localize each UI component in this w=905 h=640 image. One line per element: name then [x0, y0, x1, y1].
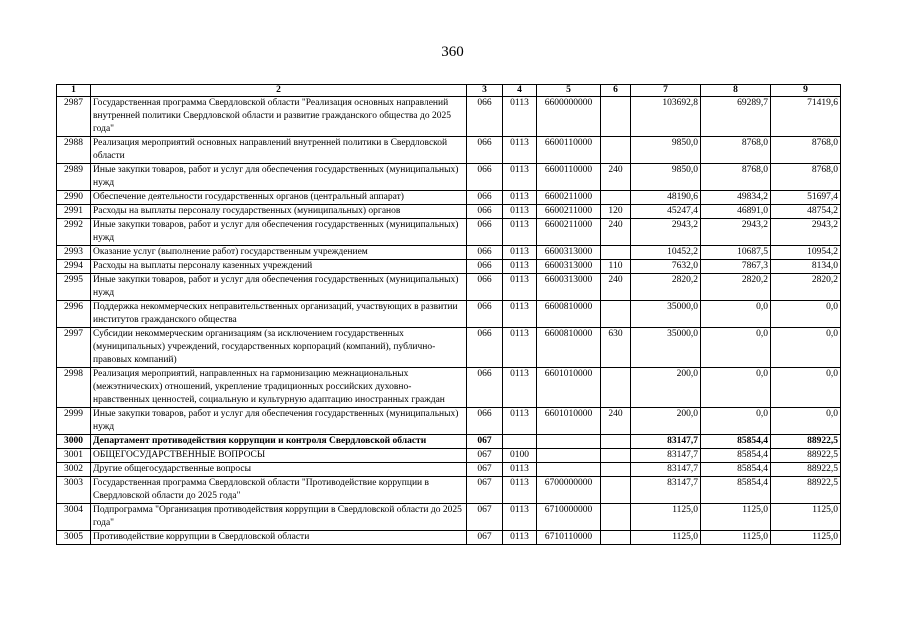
section-code-cell: 0113: [503, 328, 537, 368]
table-row: [57, 504, 841, 531]
expense-type-cell: 240: [601, 274, 631, 301]
amount-year3-cell: 88922,5: [771, 435, 841, 449]
amount-year3-cell: 8134,0: [771, 260, 841, 274]
amount-year1-cell: 7632,0: [631, 260, 701, 274]
table-header-row: [57, 85, 841, 97]
budget-table: [56, 84, 841, 545]
table-row: [57, 463, 841, 477]
column-header: 9: [771, 85, 841, 97]
expense-type-cell: 630: [601, 328, 631, 368]
table-row: [57, 435, 841, 449]
amount-year1-cell: 10452,2: [631, 246, 701, 260]
target-article-cell: 6601010000: [537, 368, 601, 408]
amount-year3-cell: 2820,2: [771, 274, 841, 301]
amount-year3-cell: 0,0: [771, 408, 841, 435]
table-row: [57, 449, 841, 463]
target-article-cell: [537, 463, 601, 477]
table-row: [57, 477, 841, 504]
section-code-cell: 0113: [503, 301, 537, 328]
amount-year3-cell: 71419,6: [771, 97, 841, 137]
expense-type-cell: 240: [601, 219, 631, 246]
amount-year3-cell: 1125,0: [771, 531, 841, 545]
target-article-cell: 6600211000: [537, 219, 601, 246]
amount-year1-cell: 2943,2: [631, 219, 701, 246]
row-number-cell: 2988: [57, 137, 91, 164]
ministry-code-cell: 066: [467, 97, 503, 137]
target-article-cell: [537, 449, 601, 463]
row-number-cell: 3002: [57, 463, 91, 477]
expense-type-cell: [601, 137, 631, 164]
page-number: 360: [441, 44, 464, 60]
amount-year3-cell: 88922,5: [771, 449, 841, 463]
amount-year2-cell: 2943,2: [701, 219, 771, 246]
amount-year3-cell: 88922,5: [771, 463, 841, 477]
section-code-cell: 0113: [503, 97, 537, 137]
section-code-cell: 0113: [503, 408, 537, 435]
section-code-cell: 0113: [503, 191, 537, 205]
row-number-cell: 2998: [57, 368, 91, 408]
target-article-cell: 6600000000: [537, 97, 601, 137]
expense-type-cell: [601, 504, 631, 531]
ministry-code-cell: 067: [467, 449, 503, 463]
amount-year2-cell: 7867,3: [701, 260, 771, 274]
ministry-code-cell: 066: [467, 260, 503, 274]
target-article-cell: 6600211000: [537, 191, 601, 205]
section-code-cell: 0113: [503, 219, 537, 246]
target-article-cell: 6601010000: [537, 408, 601, 435]
target-article-cell: 6710110000: [537, 531, 601, 545]
table-row: [57, 328, 841, 368]
section-code-cell: 0113: [503, 137, 537, 164]
amount-year2-cell: 85854,4: [701, 477, 771, 504]
expense-type-cell: [601, 477, 631, 504]
ministry-code-cell: 066: [467, 368, 503, 408]
section-code-cell: 0113: [503, 531, 537, 545]
column-header: 4: [503, 85, 537, 97]
section-code-cell: 0113: [503, 260, 537, 274]
column-header: 2: [91, 85, 467, 97]
item-name-cell: Субсидии некоммерческим организациям (за исключением государственных (муниципальных) учреждений, государственных корпораций (компаний), публично-правовых компаний): [91, 328, 467, 368]
section-code-cell: 0113: [503, 246, 537, 260]
item-name-cell: Реализация мероприятий, направленных на гармонизацию межнациональных (межэтнических) отношений, укрепление традиционных российских духовно-нравственных ценностей, социальную и культурную адаптацию иностранных граждан: [91, 368, 467, 408]
amount-year3-cell: 10954,2: [771, 246, 841, 260]
amount-year1-cell: 83147,7: [631, 449, 701, 463]
item-name-cell: Государственная программа Свердловской области "Противодействие коррупции в Свердловской области до 2025 года": [91, 477, 467, 504]
section-code-cell: 0113: [503, 368, 537, 408]
amount-year3-cell: 51697,4: [771, 191, 841, 205]
table-row: [57, 246, 841, 260]
row-number-cell: 2991: [57, 205, 91, 219]
section-code-cell: 0113: [503, 463, 537, 477]
row-number-cell: 2992: [57, 219, 91, 246]
amount-year2-cell: 2820,2: [701, 274, 771, 301]
target-article-cell: 6600313000: [537, 260, 601, 274]
row-number-cell: 2995: [57, 274, 91, 301]
ministry-code-cell: 067: [467, 435, 503, 449]
amount-year2-cell: 85854,4: [701, 463, 771, 477]
amount-year3-cell: 2943,2: [771, 219, 841, 246]
amount-year2-cell: 49834,2: [701, 191, 771, 205]
amount-year1-cell: 200,0: [631, 368, 701, 408]
item-name-cell: Реализация мероприятий основных направлений внутренней политики в Свердловской области: [91, 137, 467, 164]
amount-year3-cell: 48754,2: [771, 205, 841, 219]
section-code-cell: 0113: [503, 164, 537, 191]
row-number-cell: 3003: [57, 477, 91, 504]
section-code-cell: 0113: [503, 504, 537, 531]
column-header: 6: [601, 85, 631, 97]
section-code-cell: 0113: [503, 477, 537, 504]
row-number-cell: 2994: [57, 260, 91, 274]
ministry-code-cell: 067: [467, 531, 503, 545]
amount-year1-cell: 83147,7: [631, 463, 701, 477]
ministry-code-cell: 066: [467, 219, 503, 246]
table-row: [57, 274, 841, 301]
target-article-cell: 6600110000: [537, 164, 601, 191]
table-row: [57, 205, 841, 219]
row-number-cell: 3005: [57, 531, 91, 545]
item-name-cell: Расходы на выплаты персоналу казенных учреждений: [91, 260, 467, 274]
amount-year3-cell: 8768,0: [771, 137, 841, 164]
amount-year1-cell: 9850,0: [631, 137, 701, 164]
ministry-code-cell: 066: [467, 328, 503, 368]
item-name-cell: Иные закупки товаров, работ и услуг для обеспечения государственных (муниципальных) нужд: [91, 408, 467, 435]
table-row: [57, 260, 841, 274]
amount-year2-cell: 1125,0: [701, 531, 771, 545]
item-name-cell: Иные закупки товаров, работ и услуг для обеспечения государственных (муниципальных) нужд: [91, 164, 467, 191]
target-article-cell: [537, 435, 601, 449]
column-header: 1: [57, 85, 91, 97]
amount-year3-cell: 88922,5: [771, 477, 841, 504]
ministry-code-cell: 066: [467, 301, 503, 328]
table-row: [57, 301, 841, 328]
item-name-cell: Оказание услуг (выполнение работ) государственным учреждением: [91, 246, 467, 260]
target-article-cell: 6600810000: [537, 301, 601, 328]
section-code-cell: 0113: [503, 205, 537, 219]
amount-year3-cell: 0,0: [771, 328, 841, 368]
table-row: [57, 531, 841, 545]
table-row: [57, 219, 841, 246]
amount-year1-cell: 83147,7: [631, 477, 701, 504]
table-row: [57, 137, 841, 164]
amount-year1-cell: 83147,7: [631, 435, 701, 449]
expense-type-cell: 120: [601, 205, 631, 219]
expense-type-cell: [601, 97, 631, 137]
row-number-cell: 2999: [57, 408, 91, 435]
ministry-code-cell: 067: [467, 504, 503, 531]
ministry-code-cell: 067: [467, 477, 503, 504]
amount-year1-cell: 48190,6: [631, 191, 701, 205]
expense-type-cell: [601, 246, 631, 260]
row-number-cell: 2990: [57, 191, 91, 205]
section-code-cell: 0113: [503, 274, 537, 301]
table-row: [57, 97, 841, 137]
target-article-cell: 6600313000: [537, 274, 601, 301]
amount-year3-cell: 8768,0: [771, 164, 841, 191]
expense-type-cell: 240: [601, 164, 631, 191]
item-name-cell: Противодействие коррупции в Свердловской области: [91, 531, 467, 545]
amount-year2-cell: 10687,5: [701, 246, 771, 260]
amount-year2-cell: 0,0: [701, 301, 771, 328]
amount-year1-cell: 200,0: [631, 408, 701, 435]
column-header: 8: [701, 85, 771, 97]
target-article-cell: 6700000000: [537, 477, 601, 504]
amount-year1-cell: 35000,0: [631, 328, 701, 368]
target-article-cell: 6710000000: [537, 504, 601, 531]
column-header: 7: [631, 85, 701, 97]
amount-year2-cell: 85854,4: [701, 449, 771, 463]
ministry-code-cell: 067: [467, 463, 503, 477]
amount-year2-cell: 85854,4: [701, 435, 771, 449]
table-row: [57, 408, 841, 435]
ministry-code-cell: 066: [467, 408, 503, 435]
amount-year3-cell: 1125,0: [771, 504, 841, 531]
expense-type-cell: [601, 301, 631, 328]
expense-type-cell: [601, 463, 631, 477]
row-number-cell: 3000: [57, 435, 91, 449]
amount-year2-cell: 46891,0: [701, 205, 771, 219]
amount-year2-cell: 0,0: [701, 368, 771, 408]
target-article-cell: 6600313000: [537, 246, 601, 260]
section-code-cell: [503, 435, 537, 449]
item-name-cell: Иные закупки товаров, работ и услуг для обеспечения государственных (муниципальных) нужд: [91, 274, 467, 301]
expense-type-cell: [601, 191, 631, 205]
item-name-cell: Подпрограмма "Организация противодействия коррупции в Свердловской области до 2025 года": [91, 504, 467, 531]
expense-type-cell: [601, 531, 631, 545]
row-number-cell: 2987: [57, 97, 91, 137]
item-name-cell: Поддержка некоммерческих неправительственных организаций, участвующих в развитии институтов гражданского общества: [91, 301, 467, 328]
column-header: 5: [537, 85, 601, 97]
ministry-code-cell: 066: [467, 164, 503, 191]
table-row: [57, 368, 841, 408]
amount-year1-cell: 45247,4: [631, 205, 701, 219]
amount-year3-cell: 0,0: [771, 301, 841, 328]
row-number-cell: 2989: [57, 164, 91, 191]
row-number-cell: 2993: [57, 246, 91, 260]
section-code-cell: 0100: [503, 449, 537, 463]
amount-year3-cell: 0,0: [771, 368, 841, 408]
amount-year2-cell: 0,0: [701, 328, 771, 368]
amount-year2-cell: 69289,7: [701, 97, 771, 137]
ministry-code-cell: 066: [467, 205, 503, 219]
table-row: [57, 164, 841, 191]
table-row: [57, 191, 841, 205]
ministry-code-cell: 066: [467, 137, 503, 164]
amount-year1-cell: 1125,0: [631, 504, 701, 531]
row-number-cell: 2997: [57, 328, 91, 368]
row-number-cell: 2996: [57, 301, 91, 328]
row-number-cell: 3004: [57, 504, 91, 531]
amount-year1-cell: 9850,0: [631, 164, 701, 191]
expense-type-cell: [601, 368, 631, 408]
column-header: 3: [467, 85, 503, 97]
expense-type-cell: 110: [601, 260, 631, 274]
item-name-cell: Обеспечение деятельности государственных органов (центральный аппарат): [91, 191, 467, 205]
ministry-code-cell: 066: [467, 274, 503, 301]
item-name-cell: Государственная программа Свердловской области "Реализация основных направлений внутренней политики Свердловской области и развитие гражданского общества до 2025 года": [91, 97, 467, 137]
expense-type-cell: [601, 435, 631, 449]
amount-year2-cell: 8768,0: [701, 137, 771, 164]
amount-year2-cell: 1125,0: [701, 504, 771, 531]
amount-year1-cell: 103692,8: [631, 97, 701, 137]
expense-type-cell: 240: [601, 408, 631, 435]
target-article-cell: 6600110000: [537, 137, 601, 164]
item-name-cell: Департамент противодействия коррупции и контроля Свердловской области: [91, 435, 467, 449]
amount-year1-cell: 1125,0: [631, 531, 701, 545]
target-article-cell: 6600211000: [537, 205, 601, 219]
table-body: [57, 97, 841, 545]
row-number-cell: 3001: [57, 449, 91, 463]
item-name-cell: ОБЩЕГОСУДАРСТВЕННЫЕ ВОПРОСЫ: [91, 449, 467, 463]
amount-year1-cell: 35000,0: [631, 301, 701, 328]
item-name-cell: Другие общегосударственные вопросы: [91, 463, 467, 477]
expense-type-cell: [601, 449, 631, 463]
ministry-code-cell: 066: [467, 191, 503, 205]
target-article-cell: 6600810000: [537, 328, 601, 368]
amount-year1-cell: 2820,2: [631, 274, 701, 301]
item-name-cell: Расходы на выплаты персоналу государственных (муниципальных) органов: [91, 205, 467, 219]
amount-year2-cell: 0,0: [701, 408, 771, 435]
item-name-cell: Иные закупки товаров, работ и услуг для обеспечения государственных (муниципальных) нужд: [91, 219, 467, 246]
amount-year2-cell: 8768,0: [701, 164, 771, 191]
ministry-code-cell: 066: [467, 246, 503, 260]
